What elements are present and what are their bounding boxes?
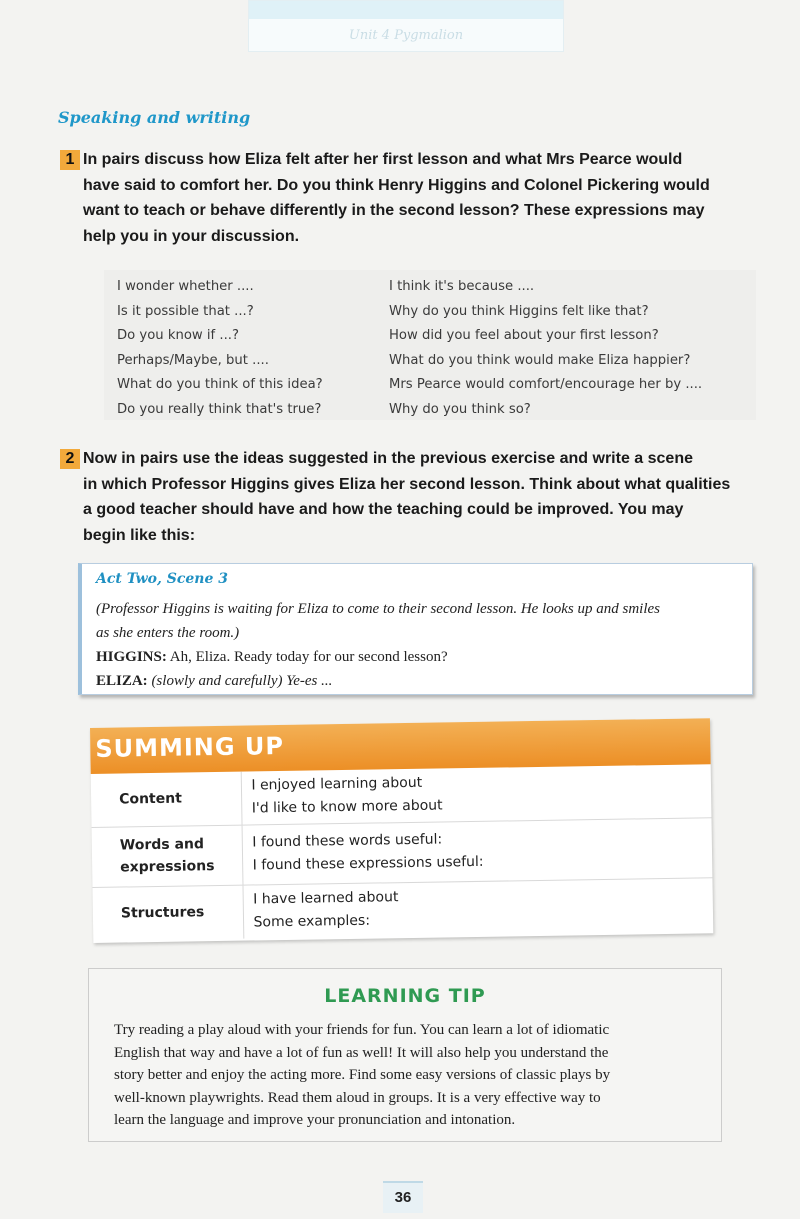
prompt-line: I enjoyed learning about [251, 775, 423, 794]
expressions-left-column [117, 275, 323, 422]
tip-line: English that way and have a lot of fun as well! It will also help you understand the [114, 1044, 609, 1061]
dialogue-text: Ah, Eliza. Ready today for our second lesson? [169, 649, 448, 665]
expressions-panel [104, 270, 756, 420]
dialogue-line-higgins [96, 645, 746, 669]
expression-item: I think it's because .... [389, 279, 535, 294]
expression-item: Is it possible that ...? [117, 303, 254, 319]
prompt-line: I'd like to know more about [251, 797, 443, 817]
learning-tip-text [114, 1019, 706, 1132]
row-prompts [242, 817, 713, 884]
expression-item: What do you think would make Eliza happier? [389, 352, 691, 368]
expression-item: Do you really think that's true? [117, 401, 322, 417]
section-title: Speaking and writing [58, 108, 251, 127]
prompt-line: Some examples: [253, 912, 371, 931]
exercise-1-line: help you in your discussion. [83, 227, 300, 245]
exercise-2-line: a good teacher should have and how the teaching could be improved. You may [83, 501, 684, 518]
summing-up-table [91, 764, 714, 941]
expression-item: How did you feel about your first lesson? [389, 328, 659, 343]
row-label: Structures [92, 885, 243, 941]
summing-up-title: SUMMING UP [95, 731, 285, 763]
expressions-right-column [389, 275, 702, 422]
row-label-line: expressions [120, 858, 215, 876]
expression-item: Perhaps/Maybe, but .... [117, 352, 269, 368]
exercise-2-line: Now in pairs use the ideas suggested in the previous exercise and write a scene [83, 450, 693, 467]
summing-up-row [91, 764, 712, 827]
tip-line: well-known playwrights. Read them aloud in groups. It is a very effective way to [114, 1089, 601, 1106]
learning-tip-box [88, 968, 722, 1142]
stage-direction: (Professor Higgins is waiting for Eliza to come to their second lesson. He looks up and smiles [96, 601, 661, 617]
prompt-line: I have learned about [253, 889, 399, 908]
exercise-1-line: have said to comfort her. Do you think Henry Higgins and Colonel Pickering would [83, 176, 710, 194]
unit-header [248, 0, 564, 52]
stage-direction: as she enters the room.) [96, 625, 240, 641]
scene-script [96, 597, 746, 693]
row-label [92, 825, 243, 887]
exercise-1-number: 1 [60, 150, 80, 170]
tip-line: story better and enjoy the acting more. Find some easy versions of classic plays by [114, 1067, 611, 1083]
expression-item: Why do you think Higgins felt like that? [389, 303, 649, 319]
dialogue-line-eliza [96, 669, 746, 693]
prompt-line: I found these expressions useful: [252, 853, 484, 874]
tip-line: learn the language and improve your pronunciation and intonation. [114, 1112, 516, 1128]
summing-up-row [92, 817, 713, 887]
exercise-1-line: In pairs discuss how Eliza felt after her first lesson and what Mrs Pearce would [83, 151, 683, 168]
speaker-name: HIGGINS: [96, 649, 167, 665]
scene-title: Act Two, Scene 3 [96, 571, 228, 587]
exercise-1-instructions [83, 147, 763, 249]
summing-up-row [92, 877, 713, 941]
expression-item: I wonder whether .... [117, 279, 254, 294]
exercise-2-line: in which Professor Higgins gives Eliza her second lesson. Think about what qualities [83, 475, 731, 493]
exercise-1-line: want to teach or behave differently in the second lesson? These expressions may [83, 202, 705, 219]
prompt-line: I found these words useful: [252, 831, 443, 851]
speaker-name: ELIZA: [96, 673, 148, 689]
summing-up-card [90, 718, 713, 943]
learning-tip-title: LEARNING TIP [324, 985, 486, 1007]
dialogue-text: Ye-es ... [286, 673, 333, 689]
exercise-2-number: 2 [60, 449, 80, 469]
page-number: 36 [383, 1181, 423, 1213]
tip-line: Try reading a play aloud with your friends for fun. You can learn a lot of idiomatic [114, 1022, 610, 1038]
row-prompts [241, 764, 712, 824]
row-prompts [242, 877, 713, 938]
expression-item: Mrs Pearce would comfort/encourage her by .... [389, 377, 703, 392]
expression-item: Do you know if ...? [117, 328, 239, 343]
row-label: Content [91, 772, 242, 827]
exercise-2-instructions [83, 446, 763, 548]
scene-example-box [78, 563, 753, 695]
expression-item: Why do you think so? [389, 401, 531, 417]
unit-title: Unit 4 Pygmalion [348, 28, 464, 43]
exercise-2-line: begin like this: [83, 526, 196, 544]
stage-direction: (slowly and carefully) [151, 673, 283, 689]
row-label-line: Words and [119, 836, 205, 854]
expression-item: What do you think of this idea? [117, 377, 323, 392]
